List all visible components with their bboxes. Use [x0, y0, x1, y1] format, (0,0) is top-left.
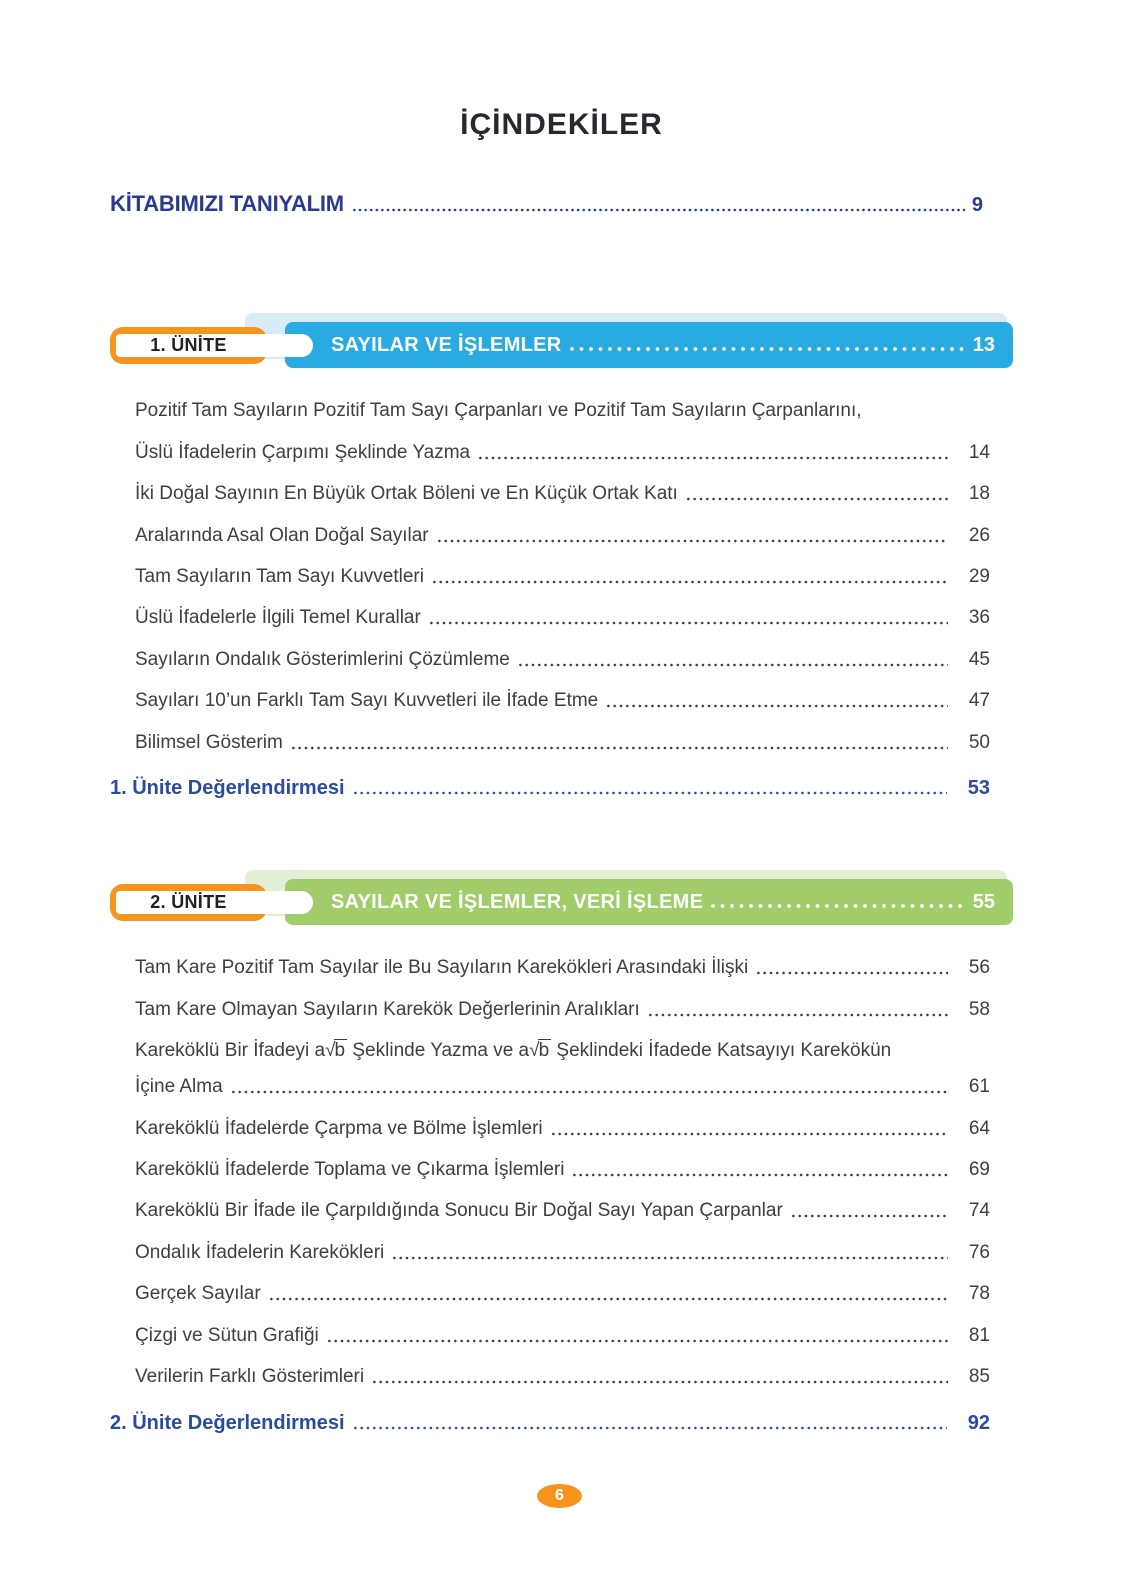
toc-item-page: 56 — [968, 957, 990, 979]
toc-item-row — [110, 1346, 990, 1387]
toc-item-page: 64 — [968, 1117, 990, 1139]
dotted-leader — [519, 663, 948, 667]
toc-item-page: 78 — [968, 1283, 990, 1305]
unit-banner-page: 13 — [972, 334, 995, 356]
toc-item-label: Üslü İfadelerle İlgili Temel Kurallar — [135, 607, 421, 629]
toc-item-row — [110, 1061, 990, 1097]
toc-item-row — [110, 380, 990, 421]
toc-item-row — [110, 587, 990, 628]
dotted-leader — [373, 1380, 948, 1384]
toc-item-label: Gerçek Sayılar — [135, 1283, 261, 1305]
evaluation-page-number: 92 — [967, 1412, 990, 1435]
toc-item-row — [110, 937, 990, 978]
toc-item-row — [110, 1180, 990, 1221]
dotted-leader — [792, 1214, 948, 1218]
dotted-leader — [270, 1297, 948, 1301]
dotted-leader — [354, 1426, 947, 1430]
toc-item-label: Üslü İfadelerin Çarpımı Şeklinde Yazma — [135, 441, 471, 463]
unit-banner — [285, 322, 1013, 368]
toc-item-label: Tam Kare Olmayan Sayıların Karekök Değerlerinin Aralıkları — [135, 998, 640, 1020]
toc-item-row — [110, 1097, 990, 1138]
toc-item-row — [110, 670, 990, 711]
toc-item-label: Tam Kare Pozitif Tam Sayılar ile Bu Sayıların Karekökleri Arasındaki İlişki — [135, 957, 749, 979]
dotted-leader — [433, 580, 948, 584]
sqrt-radical: √b — [325, 1040, 346, 1062]
toc-item-row — [110, 1139, 990, 1180]
toc-item-label: Ondalık İfadelerin Karekökleri — [135, 1241, 385, 1263]
toc-item-page: 14 — [968, 441, 990, 463]
dotted-leader — [430, 621, 948, 625]
toc-item-label: Bilimsel Gösterim — [135, 731, 283, 753]
toc-item-page: 18 — [968, 483, 990, 505]
unit-banner-page: 55 — [972, 891, 995, 913]
toc-item-label: Pozitif Tam Sayıların Pozitif Tam Sayı Çarpanları ve Pozitif Tam Sayıların Çarpanlarını, — [135, 400, 862, 422]
toc-item-page: 85 — [968, 1365, 990, 1387]
evaluation-label: 1. Ünite Değerlendirmesi — [110, 777, 345, 800]
toc-item-label: İki Doğal Sayının En Büyük Ortak Böleni ve En Küçük Ortak Katı — [135, 483, 678, 505]
toc-item-row — [110, 1263, 990, 1304]
page-title: İÇİNDEKİLER — [460, 108, 663, 141]
toc-item-row — [110, 1304, 990, 1345]
toc-item-label: Tam Sayıların Tam Sayı Kuvvetleri — [135, 565, 424, 587]
toc-item-page: 29 — [968, 565, 990, 587]
page-number-badge: 6 — [537, 1484, 582, 1508]
dotted-leader — [393, 1256, 948, 1260]
toc-item-row — [110, 628, 990, 669]
dotted-leader — [479, 456, 948, 460]
dotted-leader — [757, 971, 948, 975]
toc-item-label: Sayıların Ondalık Gösterimlerini Çözümleme — [135, 648, 510, 670]
dotted-leader — [649, 1013, 948, 1017]
toc-item-page: 61 — [968, 1076, 990, 1098]
unit-1-header — [0, 313, 1123, 373]
toc-intro-row — [110, 192, 983, 216]
dotted-leader — [354, 791, 947, 795]
dotted-leader — [328, 1339, 948, 1343]
toc-item-row — [110, 978, 990, 1019]
dotted-leader — [353, 208, 965, 212]
dotted-leader — [607, 704, 948, 708]
toc-item-row — [110, 546, 990, 587]
dotted-leader — [292, 746, 948, 750]
unit-banner-title: SAYILAR VE İŞLEMLER — [331, 334, 562, 356]
toc-item-page: 47 — [968, 690, 990, 712]
toc-item-label: Aralarında Asal Olan Doğal Sayılar — [135, 524, 429, 546]
toc-item-page: 74 — [968, 1200, 990, 1222]
toc-item-page: 26 — [968, 524, 990, 546]
intro-page-number: 9 — [971, 194, 983, 216]
toc-item-label: Kareköklü Bir İfade ile Çarpıldığında Sonucu Bir Doğal Sayı Yapan Çarpanlar — [135, 1200, 783, 1222]
toc-item-page: 36 — [968, 607, 990, 629]
toc-item-page: 81 — [968, 1324, 990, 1346]
sqrt-radical: √b — [529, 1040, 550, 1062]
toc-item-label: Kareköklü İfadelerde Çarpma ve Bölme İşlemleri — [135, 1117, 543, 1139]
toc-item-label: Sayıları 10’un Farklı Tam Sayı Kuvvetleri ile İfade Etme — [135, 690, 599, 712]
dotted-leader — [438, 539, 948, 543]
unit-badge-label: 1. ÜNİTE — [150, 335, 227, 355]
unit-2-evaluation-row — [110, 1393, 990, 1434]
dotted-leader — [573, 1173, 948, 1177]
unit-badge-label: 2. ÜNİTE — [150, 892, 227, 912]
unit-1-toc-list — [110, 380, 990, 753]
dotted-leader — [232, 1090, 948, 1094]
toc-item-label: Verilerin Farklı Gösterimleri — [135, 1365, 365, 1387]
toc-item-label: Kareköklü Bir İfadeyi a√b Şeklinde Yazma ve a√b Şeklindeki İfadede Katsayıyı Karekökün — [135, 1040, 892, 1062]
unit-banner-title: SAYILAR VE İŞLEMLER, VERİ İŞLEME — [331, 891, 704, 913]
toc-item-row — [110, 1221, 990, 1262]
unit-2-toc-list — [110, 937, 990, 1387]
toc-item-label: Kareköklü İfadelerde Toplama ve Çıkarma İşlemleri — [135, 1158, 565, 1180]
toc-item-page: 58 — [968, 998, 990, 1020]
dotted-leader — [711, 904, 964, 908]
toc-item-row — [110, 421, 990, 462]
dotted-leader — [687, 497, 948, 501]
toc-item-page: 76 — [968, 1241, 990, 1263]
toc-item-row — [110, 504, 990, 545]
unit-banner — [285, 879, 1013, 925]
unit-2-header — [0, 870, 1123, 930]
toc-item-page: 50 — [968, 731, 990, 753]
toc-item-label: İçine Alma — [135, 1076, 223, 1098]
dotted-leader — [570, 347, 965, 351]
toc-item-row — [110, 1020, 990, 1061]
toc-item-page: 69 — [968, 1158, 990, 1180]
evaluation-page-number: 53 — [967, 777, 990, 800]
intro-label: KİTABIMIZI TANIYALIM — [110, 191, 344, 216]
dotted-leader — [552, 1132, 948, 1136]
toc-item-row — [110, 711, 990, 752]
evaluation-label: 2. Ünite Değerlendirmesi — [110, 1412, 345, 1435]
unit-1-evaluation-row — [110, 758, 990, 799]
toc-item-label: Çizgi ve Sütun Grafiği — [135, 1324, 319, 1346]
toc-item-page: 45 — [968, 648, 990, 670]
toc-item-row — [110, 463, 990, 504]
